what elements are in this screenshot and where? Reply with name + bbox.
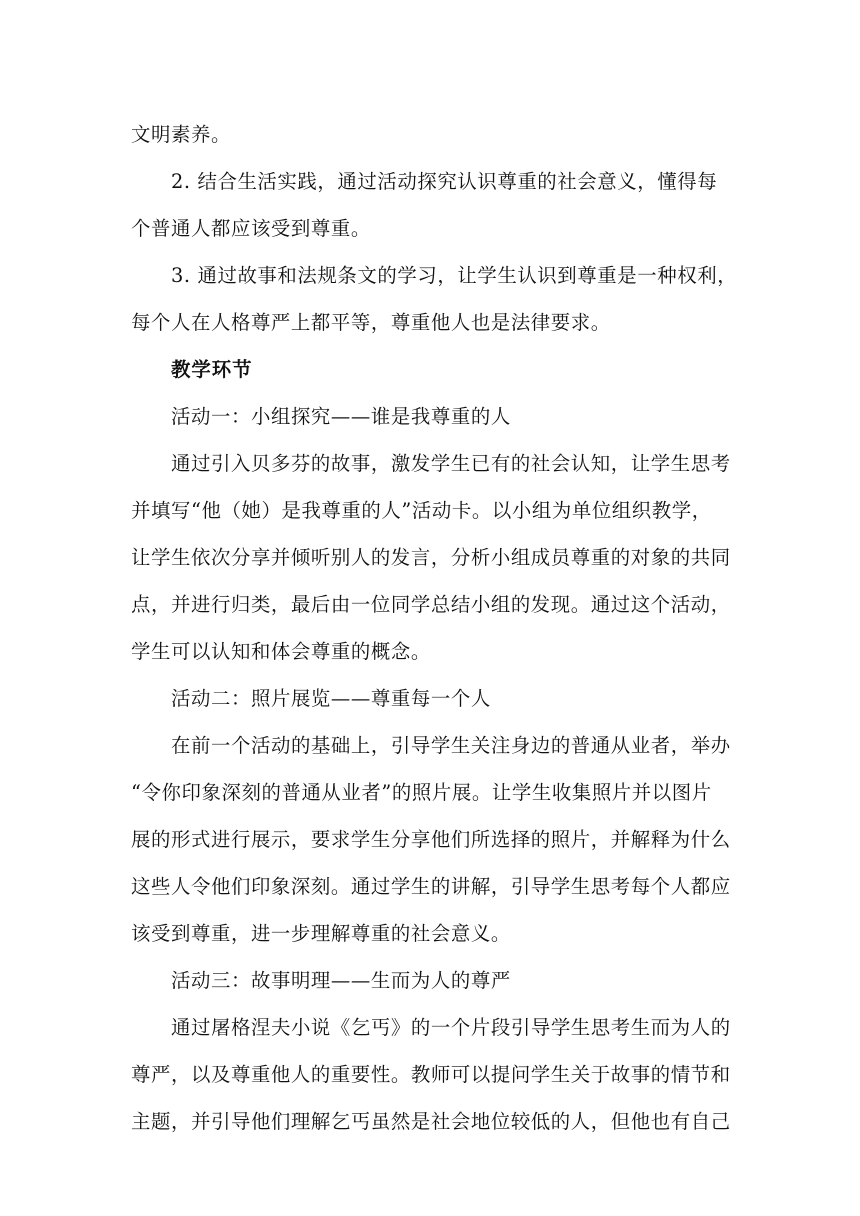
paragraph-line: 这些人令他们印象深刻。通过学生的讲解，引导学生思考每个人都应 xyxy=(131,875,731,898)
paragraph-line: 主题，并引导他们理解乞丐虽然是社会地位较低的人，但他也有自己 xyxy=(131,1110,731,1133)
paragraph-line: 通过屠格涅夫小说《乞丐》的一个片段引导学生思考生而为人的 xyxy=(171,1016,731,1039)
paragraph-line: 在前一个活动的基础上，引导学生关注身边的普通从业者，举办 xyxy=(171,734,731,757)
document-page xyxy=(131,111,738,1145)
paragraph-line: 让学生依次分享并倾听别人的发言，分析小组成员尊重的对象的共同 xyxy=(131,546,731,569)
paragraph-line: 个普通人都应该受到尊重。 xyxy=(131,217,371,240)
activity-2-title: 活动二：照片展览——尊重每一个人 xyxy=(171,687,491,710)
section-heading: 教学环节 xyxy=(171,358,253,381)
paragraph-line: 该受到尊重，进一步理解尊重的社会意义。 xyxy=(131,922,511,945)
paragraph-line: 每个人在人格尊严上都平等，尊重他人也是法律要求。 xyxy=(131,311,611,334)
paragraph-line: 学生可以认知和体会尊重的概念。 xyxy=(131,640,431,663)
objective-2-line: 2. 结合生活实践，通过活动探究认识尊重的社会意义，懂得每 xyxy=(171,170,718,193)
activity-3-title: 活动三：故事明理——生而为人的尊严 xyxy=(171,969,511,992)
paragraph-line: 展的形式进行展示，要求学生分享他们所选择的照片，并解释为什么 xyxy=(131,828,731,851)
paragraph-line: 尊严，以及尊重他人的重要性。教师可以提问学生关于故事的情节和 xyxy=(131,1063,731,1086)
paragraph-line: 通过引入贝多芬的故事，激发学生已有的社会认知，让学生思考 xyxy=(171,452,731,475)
activity-1-title: 活动一：小组探究——谁是我尊重的人 xyxy=(171,405,511,428)
objective-3-line: 3. 通过故事和法规条文的学习，让学生认识到尊重是一种权利， xyxy=(171,264,738,287)
paragraph-line: “令你印象深刻的普通从业者”的照片展。让学生收集照片并以图片 xyxy=(131,781,712,804)
paragraph-line: 文明素养。 xyxy=(131,123,231,146)
paragraph-line: 点，并进行归类，最后由一位同学总结小组的发现。通过这个活动， xyxy=(131,593,731,616)
paragraph-line: 并填写“他（她）是我尊重的人”活动卡。以小组为单位组织教学， xyxy=(131,499,712,522)
